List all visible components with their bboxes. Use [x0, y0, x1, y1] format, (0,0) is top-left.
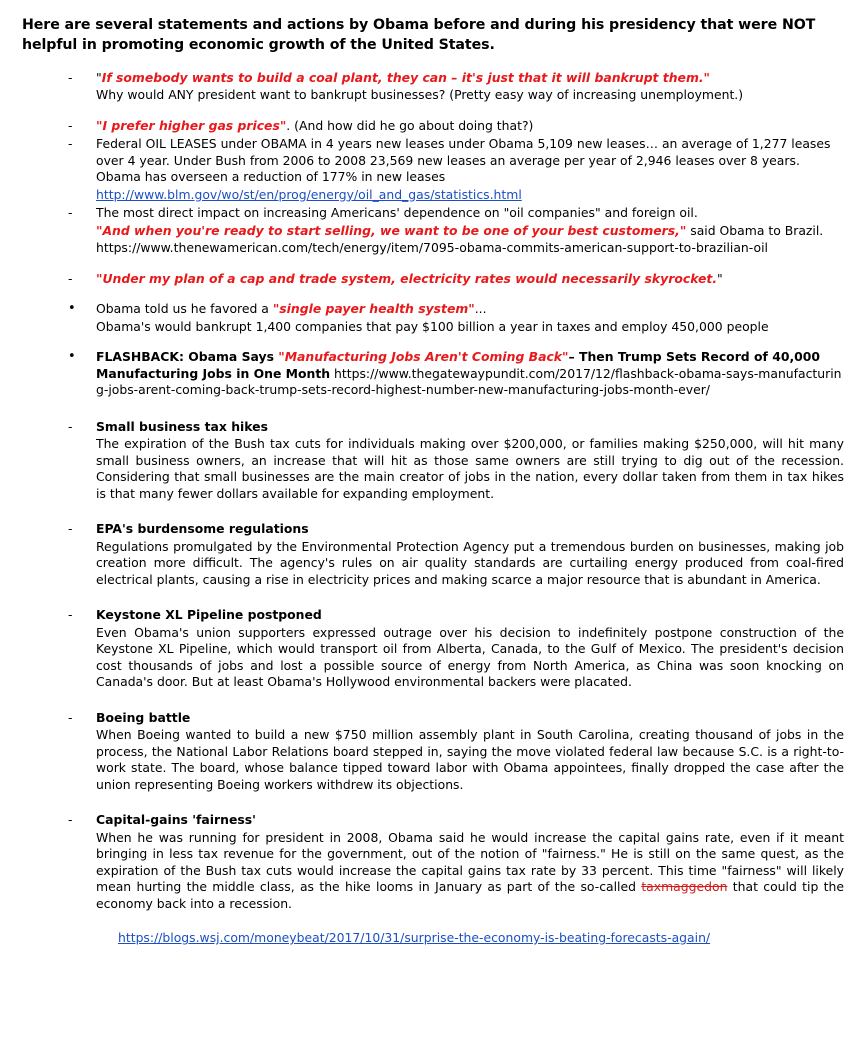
- close-quote: ": [717, 270, 723, 286]
- gas-prices-quote: "I prefer higher gas prices": [96, 117, 287, 133]
- gas-prices-line: [96, 118, 844, 135]
- oil-companies-text: The most direct impact on increasing Americans' dependence on "oil companies" and foreign oil.: [96, 205, 698, 221]
- gas-prices-comment: . (And how did he go about doing that?): [286, 117, 534, 133]
- section-heading: Capital-gains 'fairness': [96, 812, 256, 828]
- section-heading: Keystone XL Pipeline postponed: [96, 607, 322, 623]
- section-heading: EPA's burdensome regulations: [96, 521, 309, 537]
- capital-gains-para-1: When he was running for president in 2008, Obama said he would increase the capital gains rate, even if it meant bringing in less tax revenue for the government, out of the notion of "fairness." He is still on the same quest, as the expiration of the Bush tax cuts would increase the capital gains tax rate by 33 percent. This time "fairness" will likely mean hurting the middle class, as the hike looms in January as part of the so-called: [96, 829, 844, 895]
- section-paragraph: Regulations promulgated by the Environmental Protection Agency put a tremendous burden on businesses, making job creation more difficult. The agency's rules on air quality standards are curtailing energy produced from coal-fired electrical plants, causing a rise in electricity prices and making scarce a major resource that is abundant in America.: [96, 538, 844, 587]
- page-title: [22, 16, 844, 56]
- list-item-oil-leases: [44, 136, 844, 203]
- dash-bullet: -: [68, 270, 73, 286]
- open-quote: ": [96, 69, 102, 85]
- single-payer-line2: Obama's would bankrupt 1,400 companies that pay $100 billion a year in taxes and employ 450,000 people: [96, 318, 769, 334]
- taxmaggedon-strikethrough: taxmaggedon: [641, 879, 728, 895]
- coal-plant-comment: Why would ANY president want to bankrupt businesses? (Pretty easy way of increasing unemployment.): [96, 87, 744, 103]
- intro-text: Here are several statements and actions by Obama before and during his presidency that were NOT helpful in promoting economic growth of the United States: [22, 17, 816, 53]
- oil-companies-url-line: [96, 240, 844, 257]
- single-payer-pre: Obama told us he favored a: [96, 301, 273, 317]
- oil-companies-attribution: said Obama to Brazil.: [686, 222, 824, 238]
- section-capital-gains-fairness: [44, 812, 844, 912]
- single-payer-line: [96, 301, 844, 318]
- dash-bullet: -: [68, 812, 73, 828]
- flashback-pre: FLASHBACK: Obama Says: [96, 349, 279, 365]
- dash-bullet: -: [68, 69, 73, 85]
- section-heading: Small business tax hikes: [96, 418, 268, 434]
- oil-leases-link[interactable]: http://www.blm.gov/wo/st/en/prog/energy/oil_and_gas/statistics.html: [96, 186, 522, 202]
- section-paragraph: [96, 830, 844, 913]
- dash-bullet: -: [68, 418, 73, 434]
- oil-companies-link[interactable]: https://www.thenewamerican.com/tech/energy/item/7095-obama-commits-american-support-to-brazilian-oil: [96, 240, 768, 256]
- list-item-oil-companies: [44, 205, 844, 257]
- flashback-link[interactable]: https://www.thegatewaypundit.com/2017/12/flashback-obama-says-manufacturing-jobs-arent-coming-back-trump-sets-record-highest-number-new-manufacturing-jobs-month-ever/: [96, 365, 842, 398]
- list-item-single-payer: [44, 301, 844, 335]
- oil-leases-url-line: [96, 187, 844, 204]
- cap-and-trade-line: [96, 271, 844, 288]
- dot-bullet: •: [68, 349, 76, 365]
- list-item-gas-prices: [44, 118, 844, 135]
- dot-bullet: •: [68, 301, 76, 317]
- footer-link-line: [118, 930, 844, 947]
- list-item-cap-and-trade: [44, 271, 844, 288]
- section-paragraph: The expiration of the Bush tax cuts for individuals making over $200,000, or families making $250,000, will hit many small business owners, an increase that will hit as those same owners are still trying to dig out of the recession. Considering that small businesses are the main creator of jobs in the nation, every dollar taken from them in tax hikes is that many fewer dollars available for expanding employment.: [96, 436, 844, 501]
- list-item-coal-plant: [44, 70, 844, 104]
- section-paragraph: Even Obama's union supporters expressed outrage over his decision to indefinitely postpone construction of the Keystone XL Pipeline, which would transport oil from Alberta, Canada, to the Gulf of Mexico. The president's decision cost thousands of jobs and lost a possible source of energy from North America, as China was soon knocking on Canada's door. But at least Obama's Hollywood environmental backers were placated.: [96, 624, 844, 690]
- oil-companies-quote: "And when you're ready to start selling, we want to be one of your best customers,": [96, 222, 687, 238]
- section-keystone-xl: [44, 607, 844, 691]
- intro-period: .: [489, 36, 495, 53]
- dash-bullet: -: [68, 136, 73, 152]
- document-body: [44, 70, 844, 947]
- dash-bullet: -: [68, 709, 73, 725]
- section-paragraph: When Boeing wanted to build a new $750 million assembly plant in South Carolina, creating thousand of jobs in the process, the National Labor Relations board stepped in, saying the move violated federal law because S.C. is a right-to-work state. The board, whose balance tipped toward labor with Obama appointees, finally dropped the case after the union representing Boeing workers withdrew its objections.: [96, 727, 844, 792]
- list-item-flashback: [44, 349, 844, 399]
- flashback-post: – Then Trump Sets Record of 40,000 Manufacturing Jobs in One Month: [96, 349, 821, 381]
- cap-and-trade-quote: "Under my plan of a cap and trade system, electricity rates would necessarily skyrocket.: [96, 270, 718, 286]
- single-payer-quote: "single payer health system": [272, 301, 475, 317]
- section-small-business-tax-hikes: [44, 419, 844, 503]
- section-epa-regulations: [44, 521, 844, 588]
- single-payer-post: ...: [474, 301, 487, 317]
- capital-gains-para-2: that could tip the economy back into a recession.: [96, 879, 844, 911]
- wsj-article-link[interactable]: https://blogs.wsj.com/moneybeat/2017/10/31/surprise-the-economy-is-beating-forecasts-again/: [118, 930, 711, 946]
- coal-plant-quote-line: [96, 70, 844, 87]
- coal-plant-quote: If somebody wants to build a coal plant, they can – it's just that it will bankrupt them.": [101, 69, 711, 85]
- flashback-line: [96, 349, 844, 399]
- oil-leases-text: Federal OIL LEASES under OBAMA in 4 years new leases under Obama 5,109 new leases… an average of 1,277 leases over 4 year. Under Bush from 2006 to 2008 23,569 new leases an average per year of 2,946 leases over 8 years. Obama has overseen a reduction of 177% in new leases: [96, 136, 831, 185]
- dash-bullet: -: [68, 117, 73, 133]
- flashback-quote: "Manufacturing Jobs Aren't Coming Back": [278, 349, 569, 365]
- dash-bullet: -: [68, 521, 73, 537]
- oil-companies-quote-line: [96, 223, 844, 240]
- section-heading: Boeing battle: [96, 709, 191, 725]
- dash-bullet: -: [68, 205, 73, 221]
- section-boeing-battle: [44, 710, 844, 794]
- dash-bullet: -: [68, 607, 73, 623]
